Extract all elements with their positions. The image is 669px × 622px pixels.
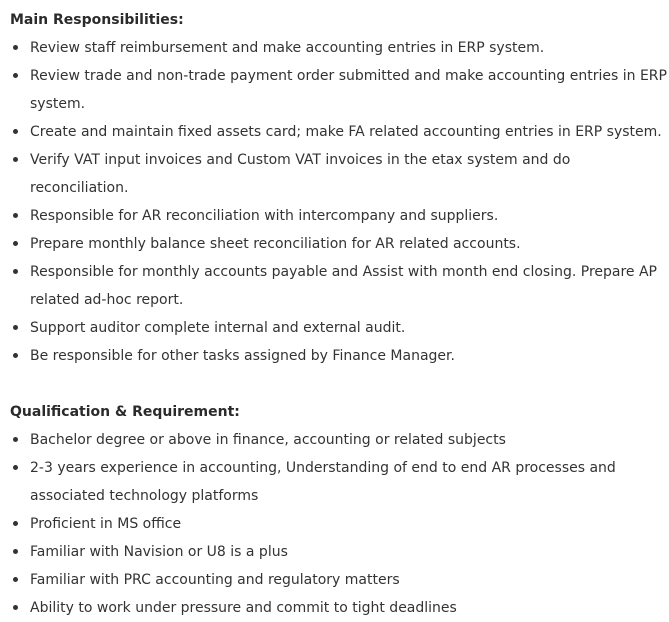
- list-item: [10, 426, 669, 454]
- bullet-icon: [13, 73, 18, 78]
- section-spacer: [10, 370, 669, 398]
- bullet-icon: [13, 45, 18, 50]
- list-item: [10, 146, 669, 202]
- bullet-icon: [13, 353, 18, 358]
- list-item-text: Review staff reimbursement and make accounting entries in ERP system.: [30, 40, 545, 56]
- list-item-text: Bachelor degree or above in finance, accounting or related subjects: [30, 432, 506, 448]
- qualifications-section: [10, 398, 669, 622]
- list-item: [10, 510, 669, 538]
- bullet-icon: [13, 577, 18, 582]
- list-item: [10, 202, 669, 230]
- list-item: [10, 594, 669, 622]
- responsibilities-section: [10, 6, 669, 370]
- list-item: [10, 230, 669, 258]
- bullet-icon: [13, 465, 18, 470]
- bullet-icon: [13, 213, 18, 218]
- list-item: [10, 62, 669, 118]
- bullet-icon: [13, 241, 18, 246]
- list-item: [10, 454, 669, 510]
- bullet-icon: [13, 549, 18, 554]
- list-item-text: 2-3 years experience in accounting, Understanding of end to end AR processes and associated technology platforms: [30, 460, 616, 504]
- responsibilities-list: [10, 34, 669, 370]
- list-item-text: Be responsible for other tasks assigned by Finance Manager.: [30, 348, 455, 364]
- list-item-text: Review trade and non-trade payment order submitted and make accounting entries in ERP system.: [30, 68, 667, 112]
- bullet-icon: [13, 269, 18, 274]
- bullet-icon: [13, 129, 18, 134]
- list-item-text: Verify VAT input invoices and Custom VAT invoices in the etax system and do reconciliation.: [30, 152, 571, 196]
- list-item: [10, 566, 669, 594]
- list-item: [10, 118, 669, 146]
- list-item-text: Prepare monthly balance sheet reconciliation for AR related accounts.: [30, 236, 521, 252]
- list-item: [10, 538, 669, 566]
- list-item: [10, 258, 669, 314]
- qualifications-list: [10, 426, 669, 622]
- bullet-icon: [13, 437, 18, 442]
- bullet-icon: [13, 605, 18, 610]
- responsibilities-heading: Main Responsibilities:: [10, 12, 184, 28]
- list-item-text: Responsible for AR reconciliation with intercompany and suppliers.: [30, 208, 499, 224]
- list-item-text: Ability to work under pressure and commit to tight deadlines: [30, 600, 457, 616]
- list-item-text: Create and maintain fixed assets card; make FA related accounting entries in ERP system.: [30, 124, 662, 140]
- bullet-icon: [13, 521, 18, 526]
- list-item-text: Support auditor complete internal and external audit.: [30, 320, 406, 336]
- list-item: [10, 34, 669, 62]
- bullet-icon: [13, 325, 18, 330]
- list-item-text: Familiar with PRC accounting and regulatory matters: [30, 572, 400, 588]
- bullet-icon: [13, 157, 18, 162]
- list-item-text: Responsible for monthly accounts payable and Assist with month end closing. Prepare AP related ad-hoc report.: [30, 264, 657, 308]
- list-item-text: Proficient in MS office: [30, 516, 182, 532]
- list-item: [10, 314, 669, 342]
- qualifications-heading: Qualification & Requirement:: [10, 404, 240, 420]
- list-item: [10, 342, 669, 370]
- list-item-text: Familiar with Navision or U8 is a plus: [30, 544, 288, 560]
